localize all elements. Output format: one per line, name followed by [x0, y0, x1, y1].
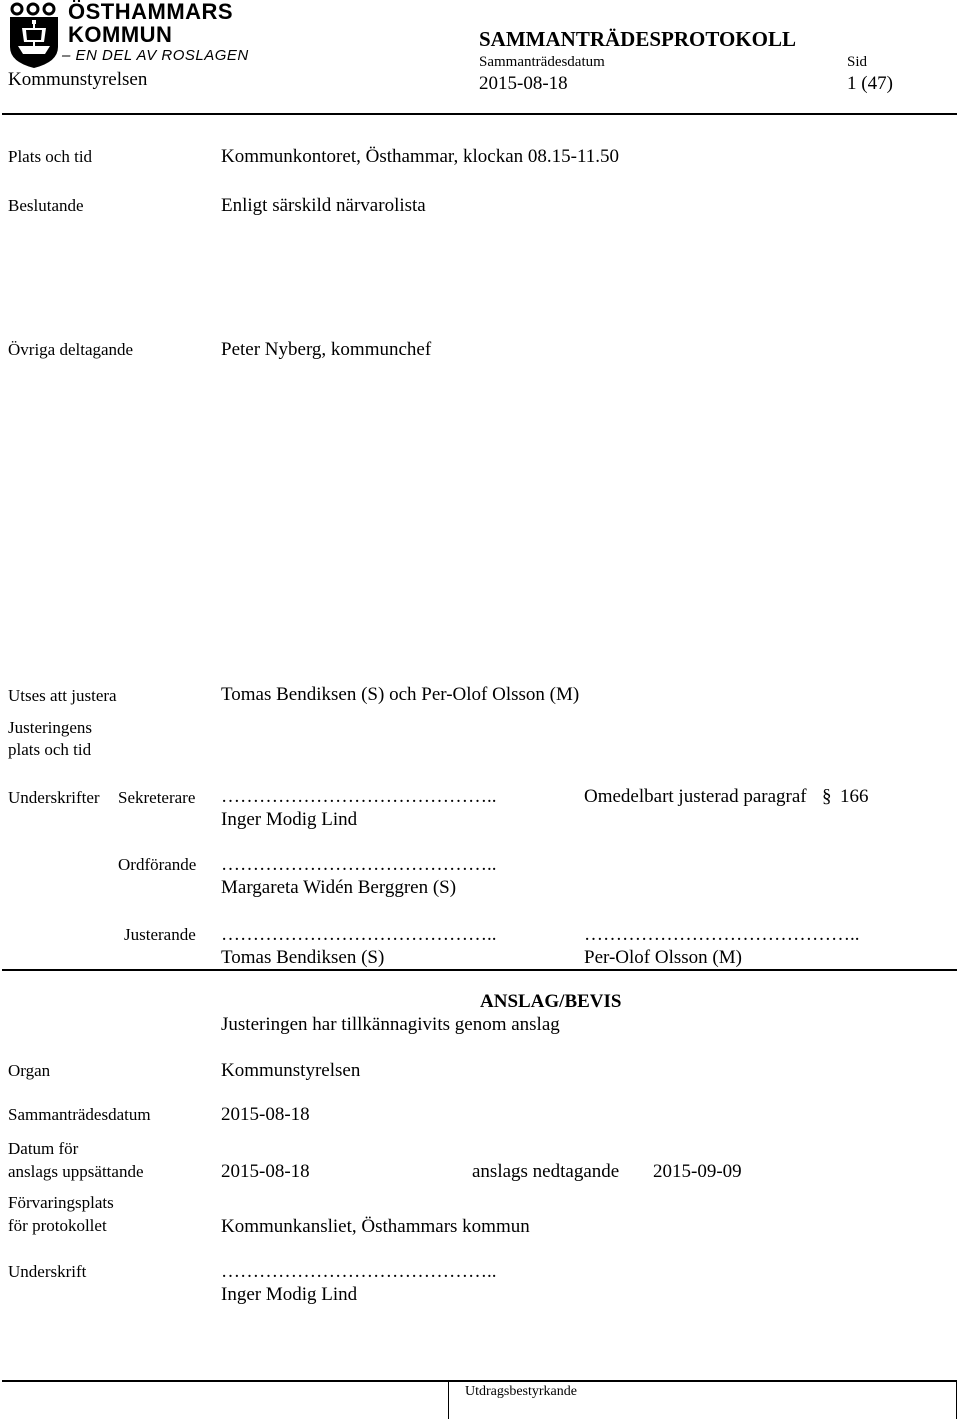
signatures-divider	[2, 969, 957, 971]
adjuster1-name: Tomas Bendiksen (S)	[221, 947, 385, 968]
storage-label-line1: Förvaringsplats	[8, 1193, 114, 1212]
notice-organ-label: Organ	[8, 1061, 51, 1080]
chair-signature-line: ……………………………………..	[221, 854, 497, 875]
header-divider	[2, 113, 957, 115]
adjuster1-signature-line: ……………………………………..	[221, 924, 497, 945]
place-label: Plats och tid	[8, 147, 93, 166]
notice-subtitle: Justeringen har tillkännagivits genom anslag	[221, 1014, 560, 1035]
sign-name: Inger Modig Lind	[221, 1284, 358, 1305]
extract-certification-label: Utdragsbestyrkande	[465, 1384, 577, 1399]
notice-organ-value: Kommunstyrelsen	[221, 1060, 361, 1081]
immediate-adjust-note: Omedelbart justerad paragraf	[584, 786, 807, 807]
place-value: Kommunkontoret, Östhammar, klockan 08.15-11.50	[221, 146, 619, 167]
chair-name: Margareta Widén Berggren (S)	[221, 877, 457, 898]
footer-separator-right	[956, 1381, 957, 1419]
paragraph-symbol: §	[822, 786, 832, 807]
deciders-value: Enligt särskild närvarolista	[221, 195, 426, 216]
header-organ: Kommunstyrelsen	[8, 69, 148, 90]
storage-label-line2: för protokollet	[8, 1216, 107, 1235]
posted-label-line1: Datum för	[8, 1139, 79, 1158]
header-page-label: Sid	[847, 54, 868, 70]
adjust-place-label-line2: plats och tid	[8, 740, 92, 759]
paragraph-number: 166	[840, 786, 869, 807]
header-date-value: 2015-08-18	[479, 73, 568, 94]
logo-text-name: ÖSTHAMMARS	[68, 0, 234, 24]
others-value: Peter Nyberg, kommunchef	[221, 339, 432, 360]
sign-signature-line: ……………………………………..	[221, 1261, 497, 1282]
deciders-label: Beslutande	[8, 196, 84, 215]
municipality-logo	[8, 0, 249, 68]
header-date-label: Sammanträdesdatum	[479, 54, 605, 70]
header-page-value: 1 (47)	[847, 73, 893, 94]
others-label: Övriga deltagande	[8, 340, 134, 359]
document-title: SAMMANTRÄDESPROTOKOLL	[479, 27, 796, 51]
sign-label: Underskrift	[8, 1262, 87, 1281]
adjuster2-name: Per-Olof Olsson (M)	[584, 947, 742, 968]
posted-date-value: 2015-08-18	[221, 1161, 310, 1182]
adjuster2-signature-line: ……………………………………..	[584, 924, 860, 945]
chair-label: Ordförande	[118, 855, 197, 874]
posted-label-line2: anslags uppsättande	[8, 1162, 144, 1181]
logo-text-kommun: KOMMUN	[68, 22, 173, 47]
footer-divider	[2, 1380, 957, 1382]
notice-date-label: Sammanträdesdatum	[8, 1105, 151, 1124]
signatures-label: Underskrifter	[8, 788, 100, 807]
removed-label: anslags nedtagande	[472, 1161, 620, 1182]
removed-date-value: 2015-09-09	[653, 1161, 742, 1182]
secretary-name: Inger Modig Lind	[221, 809, 358, 830]
adjuster-label: Justerande	[124, 925, 196, 944]
adjust-place-label-line1: Justeringens	[8, 718, 93, 737]
storage-value: Kommunkansliet, Östhammars kommun	[221, 1216, 530, 1237]
adjust-label: Utses att justera	[8, 686, 117, 705]
adjust-value: Tomas Bendiksen (S) och Per-Olof Olsson (M)	[221, 684, 580, 705]
footer-separator-left	[448, 1381, 449, 1419]
notice-title: ANSLAG/BEVIS	[480, 991, 622, 1012]
secretary-signature-line: ……………………………………..	[221, 786, 497, 807]
logo-text-slogan: – EN DEL AV ROSLAGEN	[62, 47, 249, 64]
notice-date-value: 2015-08-18	[221, 1104, 310, 1125]
secretary-label: Sekreterare	[118, 788, 196, 807]
